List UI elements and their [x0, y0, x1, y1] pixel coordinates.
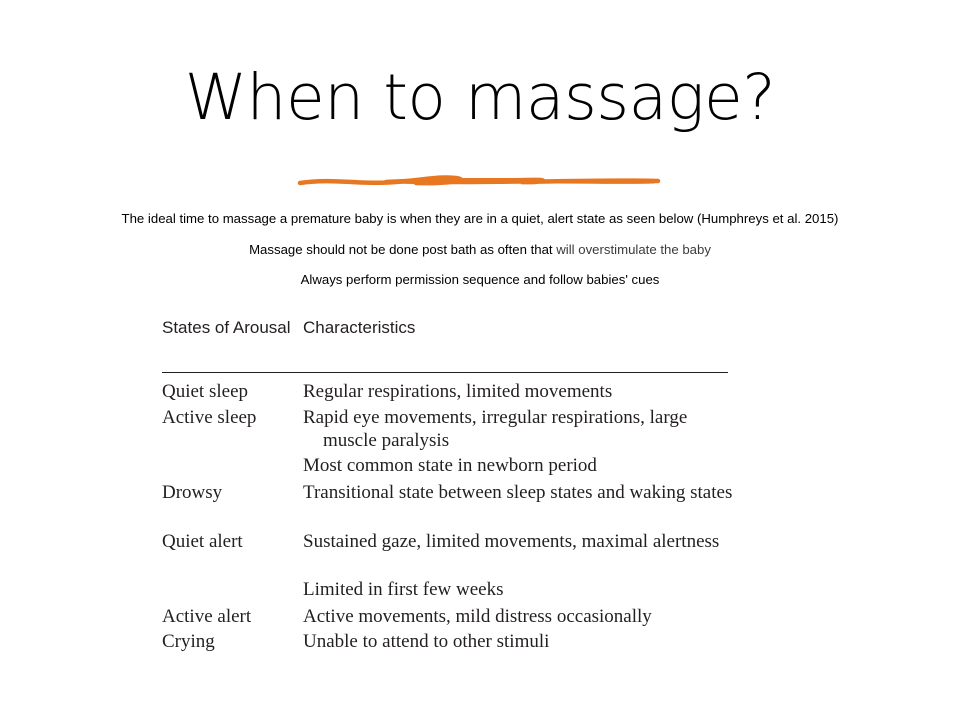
row-state: Drowsy — [162, 482, 223, 503]
row-state: Quiet alert — [162, 531, 243, 552]
row-characteristics: Most common state in newborn period — [303, 455, 597, 476]
header-states: States of Arousal — [162, 318, 291, 337]
arousal-states-table — [162, 312, 733, 652]
decorative-underline — [296, 170, 664, 192]
permission-text: Always perform permission sequence and follow babies' cues — [300, 272, 660, 287]
row-characteristics: Unable to attend to other stimuli — [303, 631, 550, 652]
row-characteristics: Rapid eye movements, irregular respirations, large muscle paralysis — [303, 407, 688, 451]
row-characteristics: Active movements, mild distress occasionally — [303, 606, 652, 627]
bath-warning-part-b: will overstimulate the baby — [556, 242, 711, 257]
row-characteristics: Limited in first few weeks — [303, 579, 504, 600]
bath-warning-part-a: Massage should not be done post bath as often that — [249, 242, 557, 257]
table-header — [162, 312, 728, 372]
row-state: Active alert — [162, 606, 252, 627]
row-state: Quiet sleep — [162, 381, 249, 402]
intro-text: The ideal time to massage a premature baby is when they are in a quiet, alert state as seen below (Humphreys et al. 2015) — [121, 211, 839, 226]
header-divider — [162, 372, 728, 373]
bath-warning-text — [0, 242, 960, 257]
slide-title: When to massage? — [184, 61, 776, 134]
row-characteristics: Transitional state between sleep states and waking states — [303, 482, 733, 503]
row-characteristics: Regular respirations, limited movements — [303, 381, 613, 402]
row-state: Crying — [162, 631, 215, 652]
header-characteristics: Characteristics — [303, 318, 416, 337]
row-characteristics: Sustained gaze, limited movements, maximal alertness — [303, 531, 720, 552]
row-state: Active sleep — [162, 407, 257, 428]
